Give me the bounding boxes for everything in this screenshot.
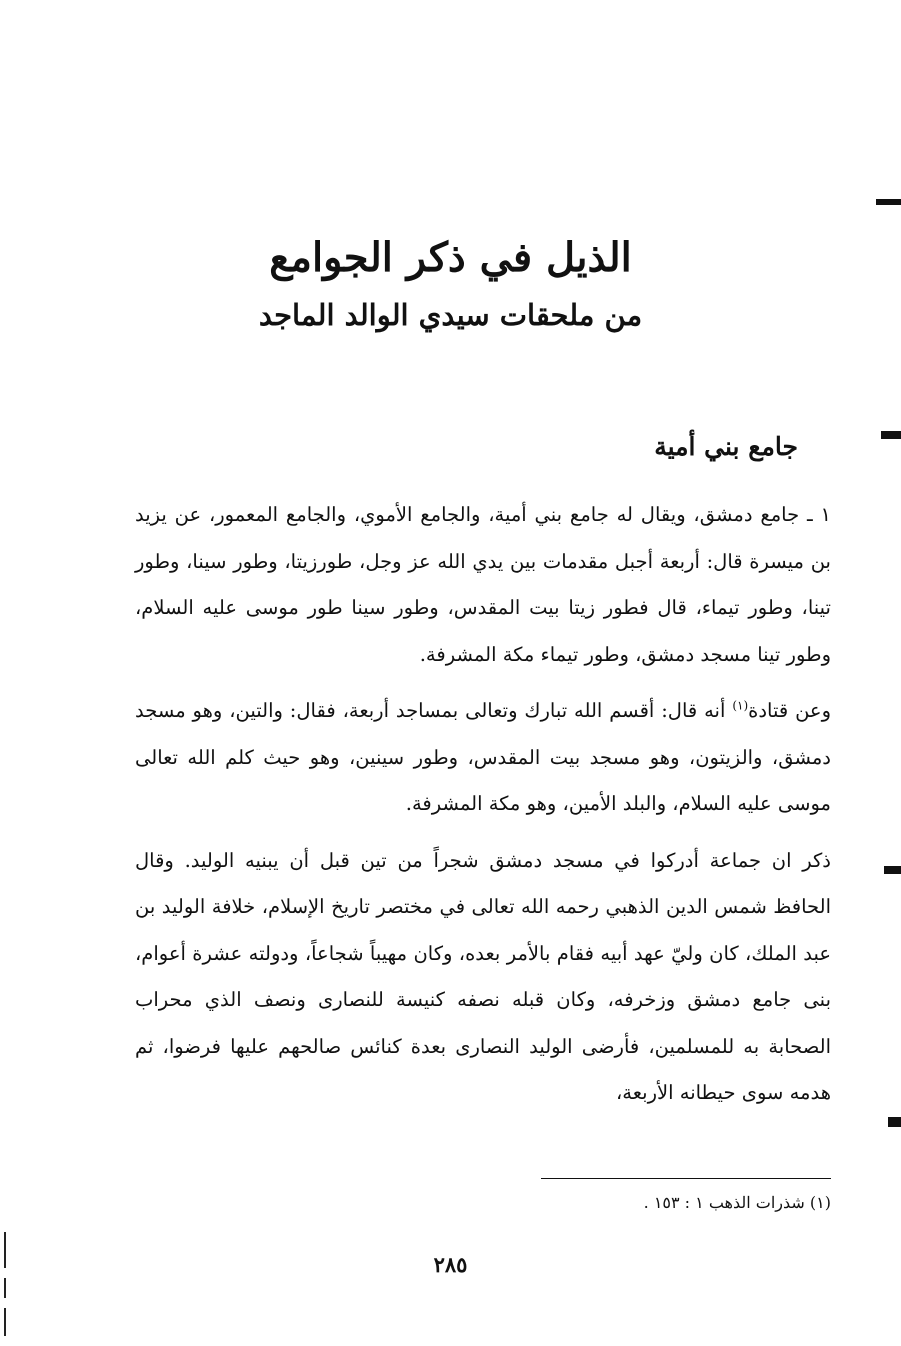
paragraph-3: ذكر ان جماعة أدركوا في مسجد دمشق شجراً من تين قبل أن يبنيه الوليد. وقال الحافظ شمس الدين الذهبي رحمه الله تعالى في مختصر تاريخ الإسلام، خلافة الوليد بن عبد الملك، كان وليّ عهد أبيه فقام بالأمر بعده، وكان مهيباً شجاعاً، ودولته عشرة أعوام، بنى جامع دمشق وزخرفه، وكان قبله نصفه كنيسة للنصارى ونصف الذي محراب الصحابة به للمسلمين، فأرضى الوليد النصارى بعدة كنائس صالحهم عليها فرضوا، ثم هدمه سوى حيطانه الأربعة، [135, 848, 831, 1104]
paragraph-1: ١ ـ جامع دمشق، ويقال له جامع بني أمية، والجامع الأموي، والجامع المعمور، عن يزيد بن ميسرة قال: أربعة أجبل مقدمات بين يدي الله عز وجل، طورزيتا، وطور سينا، وطور تينا، وطور تيماء، قال فطور زيتا بيت المقدس، وطور سينا طور موسى عليه السلام، وطور تينا مسجد دمشق، وطور تيماء مكة المشرفة. [135, 503, 831, 666]
margin-mark [881, 431, 901, 439]
margin-mark [876, 199, 901, 205]
footnote-reference[interactable]: (١) [732, 698, 749, 713]
body-text [135, 492, 831, 1117]
paragraph-2 [135, 688, 831, 828]
qatada-text: أنه قال: أقسم الله تبارك وتعالى بمساجد أربعة، فقال: والتين، وهو مسجد دمشق، والزيتون، وهو مسجد بيت المقدس، وطور سينين، وهو حيث كلم الله تعالى موسى عليه السلام، والبلد الأمين، وهو مكة المشرفة. [135, 699, 831, 815]
page-subtitle: من ملحقات سيدي الوالد الماجد [258, 298, 643, 332]
section-heading: جامع بني أمية [654, 432, 798, 461]
binding-edge-line [4, 1232, 6, 1268]
margin-mark [888, 1117, 901, 1127]
qatada-intro: وعن قتادة [748, 699, 831, 722]
binding-edge-line [4, 1278, 6, 1298]
page-number: ٢٨٥ [433, 1252, 468, 1277]
binding-edge-line [4, 1308, 6, 1336]
footnote-divider [541, 1178, 831, 1179]
footnote: (١) شذرات الذهب ١ : ١٥٣ . [643, 1193, 831, 1212]
page-title: الذيل في ذكر الجوامع [269, 234, 632, 281]
margin-mark [884, 866, 901, 874]
